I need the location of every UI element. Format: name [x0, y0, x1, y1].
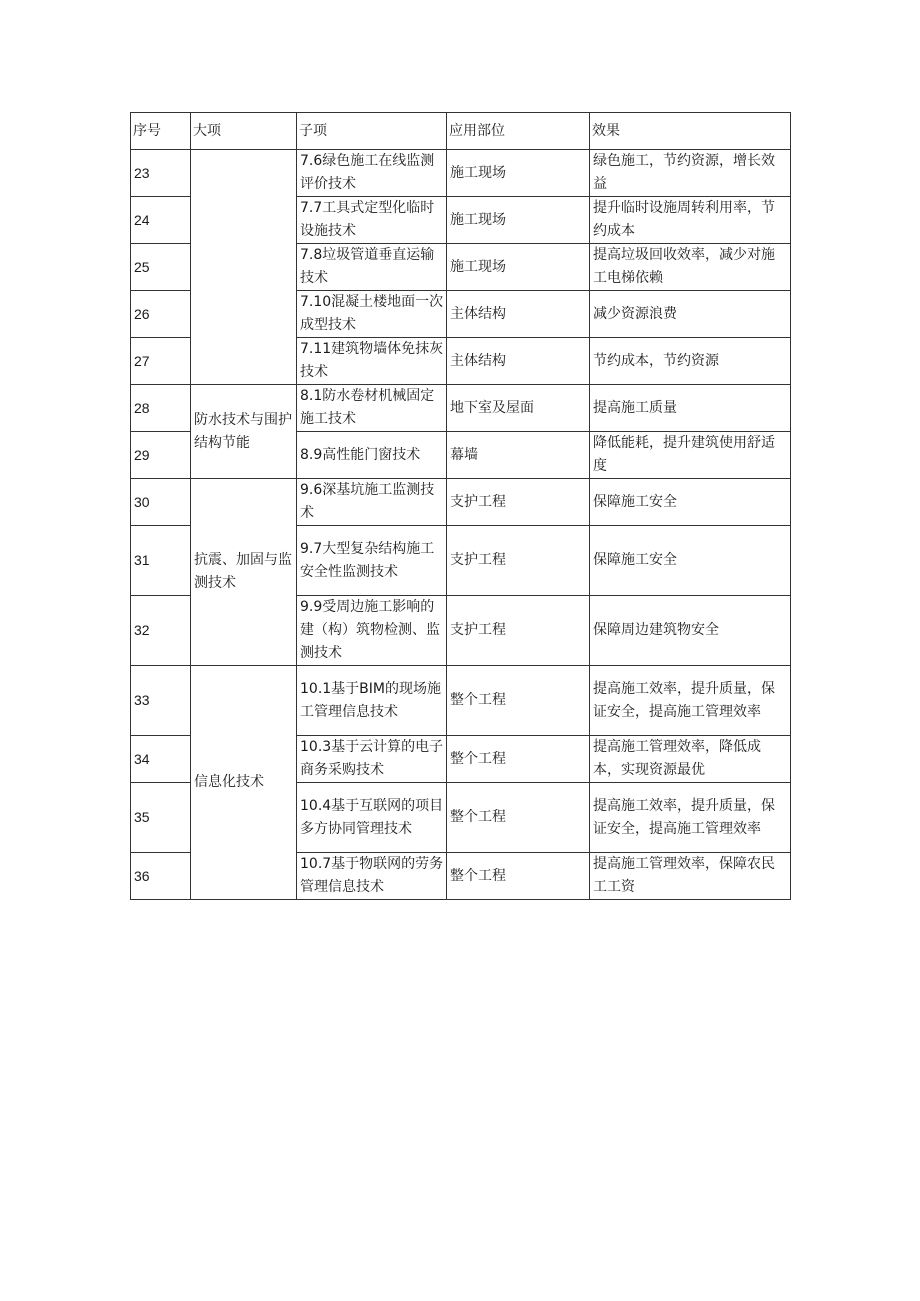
subitem-cell	[297, 291, 447, 338]
subitem-text: 7.6绿色施工在线监测评价技术	[300, 153, 435, 192]
effect-text: 降低能耗，提升建筑使用舒适度	[593, 435, 775, 474]
row-number: 35	[131, 783, 191, 853]
effect-text: 提高施工管理效率，降低成本，实现资源最优	[593, 739, 761, 778]
category-cell	[191, 479, 297, 666]
row-number: 29	[131, 432, 191, 479]
effect-text: 节约成本，节约资源	[593, 352, 719, 369]
effect-text: 保障周边建筑物安全	[593, 622, 719, 638]
row-number: 32	[131, 596, 191, 666]
subitem-cell	[297, 244, 447, 291]
subitem-cell	[297, 432, 447, 479]
effect-text: 提高施工管理效率，保障农民工工资	[593, 856, 775, 895]
effect-cell	[590, 338, 791, 385]
subitem-text: 10.7基于物联网的劳务管理信息技术	[300, 856, 444, 895]
header-no: 序号	[131, 113, 191, 150]
subitem-text: 7.10混凝土楼地面一次成型技术	[300, 294, 444, 333]
subitem-cell	[297, 385, 447, 432]
subitem-cell	[297, 783, 447, 853]
subitem-text: 9.6深基坑施工监测技术	[300, 482, 435, 521]
subitem-cell	[297, 150, 447, 197]
part-cell: 主体结构	[447, 338, 590, 385]
part-cell: 主体结构	[447, 291, 590, 338]
part-cell: 整个工程	[447, 853, 590, 900]
row-number: 36	[131, 853, 191, 900]
technology-table	[130, 112, 791, 900]
part-cell: 支护工程	[447, 479, 590, 526]
category-cell	[191, 666, 297, 900]
row-number: 30	[131, 479, 191, 526]
effect-text: 保障施工安全	[593, 552, 677, 568]
subitem-text: 10.1基于BIM的现场施工管理信息技术	[300, 680, 441, 720]
part-cell: 施工现场	[447, 150, 590, 197]
row-number: 34	[131, 736, 191, 783]
effect-text: 减少资源浪费	[593, 305, 677, 322]
part-cell: 整个工程	[447, 736, 590, 783]
subitem-text: 10.3基于云计算的电子商务采购技术	[300, 739, 444, 778]
effect-cell	[590, 853, 791, 900]
header-effect: 效果	[590, 113, 791, 150]
effect-cell	[590, 150, 791, 197]
table-header-row	[131, 113, 791, 150]
subitem-cell	[297, 526, 447, 596]
subitem-cell	[297, 736, 447, 783]
table-row	[131, 479, 791, 526]
header-subitem: 子项	[297, 113, 447, 150]
subitem-cell	[297, 666, 447, 736]
row-number: 31	[131, 526, 191, 596]
row-number: 33	[131, 666, 191, 736]
subitem-cell	[297, 197, 447, 244]
effect-cell	[590, 432, 791, 479]
subitem-text: 7.11建筑物墙体免抹灰技术	[300, 341, 444, 380]
row-number: 25	[131, 244, 191, 291]
effect-text: 提高施工效率，提升质量，保证安全，提高施工管理效率	[593, 680, 775, 720]
subitem-text: 7.7工具式定型化临时设施技术	[300, 200, 435, 239]
subitem-cell	[297, 479, 447, 526]
subitem-text: 9.7大型复杂结构施工安全性监测技术	[300, 540, 435, 580]
part-cell: 施工现场	[447, 244, 590, 291]
category-text: 抗震、加固与监测技术	[194, 552, 292, 591]
effect-text: 提高施工质量	[593, 399, 677, 416]
effect-text: 提高垃圾回收效率，减少对施工电梯依赖	[593, 247, 775, 286]
effect-text: 保障施工安全	[593, 493, 677, 510]
part-cell: 幕墙	[447, 432, 590, 479]
row-number: 24	[131, 197, 191, 244]
effect-cell	[590, 385, 791, 432]
category-cell-empty	[191, 150, 297, 385]
category-text: 防水技术与围护结构节能	[194, 411, 292, 451]
part-cell: 支护工程	[447, 596, 590, 666]
subitem-cell	[297, 853, 447, 900]
row-number: 27	[131, 338, 191, 385]
row-number: 28	[131, 385, 191, 432]
part-cell: 支护工程	[447, 526, 590, 596]
effect-text: 绿色施工，节约资源，增长效益	[593, 153, 775, 192]
effect-cell	[590, 783, 791, 853]
subitem-text: 7.8垃圾管道垂直运输技术	[300, 247, 435, 286]
effect-text: 提高施工效率，提升质量，保证安全，提高施工管理效率	[593, 797, 775, 837]
effect-cell	[590, 526, 791, 596]
effect-cell	[590, 596, 791, 666]
effect-cell	[590, 666, 791, 736]
header-category: 大项	[191, 113, 297, 150]
subitem-text: 8.9高性能门窗技术	[300, 446, 421, 463]
row-number: 23	[131, 150, 191, 197]
part-cell: 整个工程	[447, 783, 590, 853]
table-row	[131, 385, 791, 432]
header-part: 应用部位	[447, 113, 590, 150]
effect-text: 提升临时设施周转利用率，节约成本	[593, 200, 775, 239]
subitem-text: 8.1防水卷材机械固定施工技术	[300, 388, 435, 427]
effect-cell	[590, 736, 791, 783]
effect-cell	[590, 291, 791, 338]
subitem-text: 9.9受周边施工影响的建（构）筑物检测、监测技术	[300, 599, 440, 661]
part-cell: 施工现场	[447, 197, 590, 244]
category-cell	[191, 385, 297, 479]
part-cell: 整个工程	[447, 666, 590, 736]
subitem-cell	[297, 596, 447, 666]
effect-cell	[590, 197, 791, 244]
subitem-text: 10.4基于互联网的项目多方协同管理技术	[300, 797, 444, 837]
effect-cell	[590, 244, 791, 291]
table-row	[131, 666, 791, 736]
row-number: 26	[131, 291, 191, 338]
effect-cell	[590, 479, 791, 526]
subitem-cell	[297, 338, 447, 385]
part-cell: 地下室及屋面	[447, 385, 590, 432]
category-text: 信息化技术	[194, 774, 264, 790]
table-row	[131, 150, 791, 197]
